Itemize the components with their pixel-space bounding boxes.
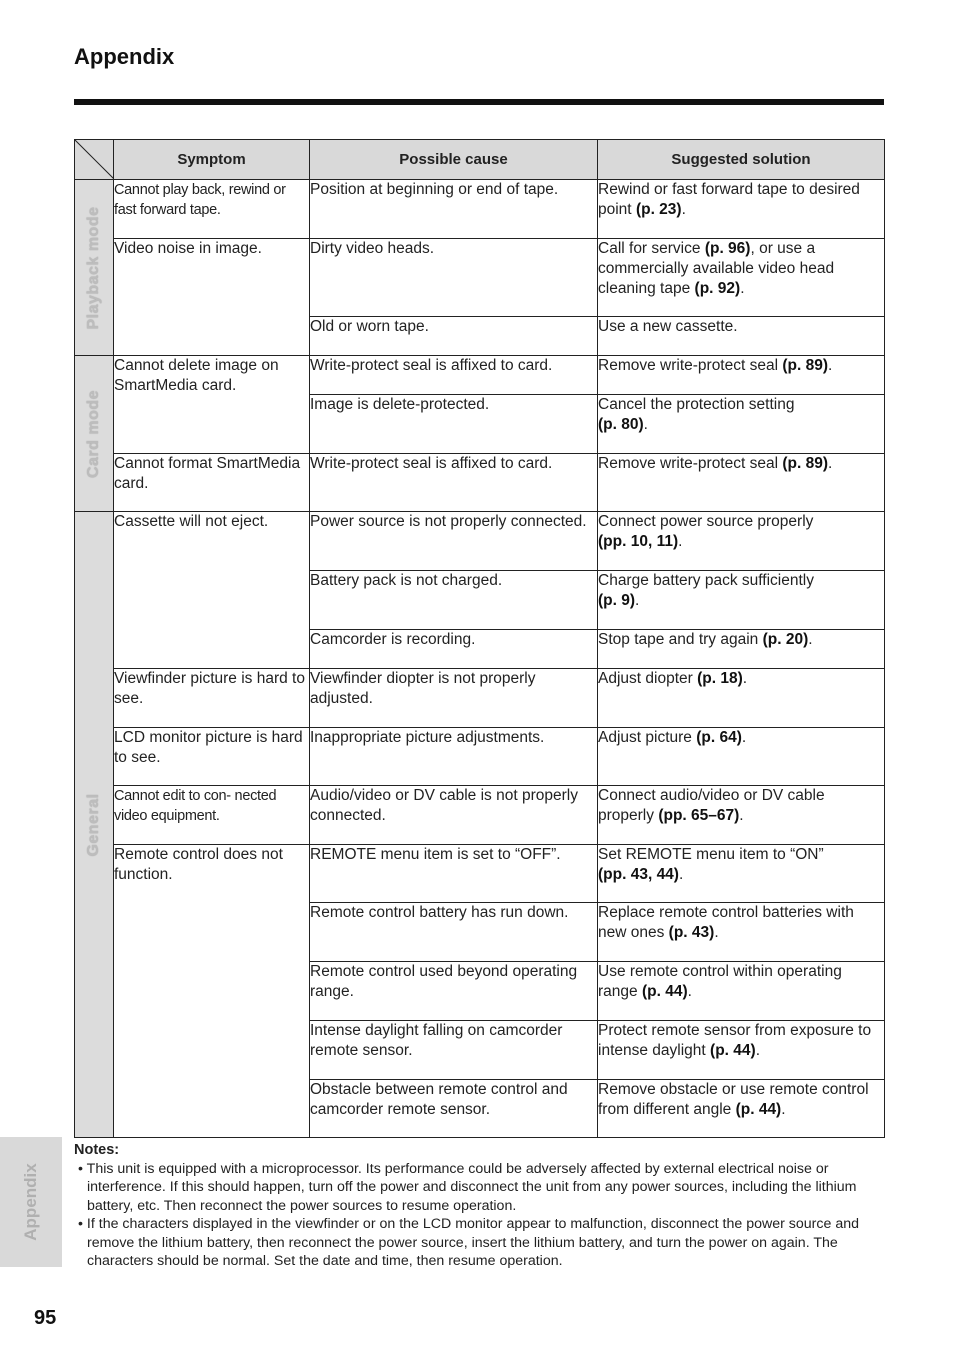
solution-cell: Rewind or fast forward tape to desired point (p. 23). [598,180,885,239]
page-number: 95 [34,1307,57,1329]
cause-cell: Camcorder is recording. [310,630,598,669]
symptom-cell: Video noise in image. [114,239,310,356]
cause-cell: Old or worn tape. [310,317,598,356]
header-possible-cause: Possible cause [310,140,598,180]
solution-cell: Protect remote sensor from exposure to intense daylight (p. 44). [598,1021,885,1080]
cause-cell: Obstacle between remote control and camcorder remote sensor. [310,1080,598,1138]
table-row [75,356,885,395]
solution-cell: Remove write-protect seal (p. 89). [598,454,885,512]
header-symptom: Symptom [114,140,310,180]
table-row [75,728,885,786]
cause-cell: Inappropriate picture adjustments. [310,728,598,786]
symptom-cell: Cassette will not eject. [114,512,310,669]
corner-diagonal [75,140,114,179]
notes-section [74,1141,890,1271]
cause-cell: Write-protect seal is affixed to card. [310,454,598,512]
category-general: General [75,512,114,1138]
cause-cell: Remote control battery has run down. [310,903,598,962]
solution-cell: Cancel the protection setting (p. 80). [598,395,885,454]
solution-cell: Adjust diopter (p. 18). [598,669,885,728]
table-row [75,512,885,571]
appendix-side-tab: Appendix [0,1137,62,1267]
symptom-cell: Cannot format SmartMedia card. [114,454,310,512]
category-playback: Playback mode [75,180,114,356]
table-row [75,239,885,317]
solution-cell: Connect power source properly (pp. 10, 11). [598,512,885,571]
header-suggested-solution: Suggested solution [598,140,885,180]
cause-cell: Image is delete-protected. [310,395,598,454]
solution-cell: Replace remote control batteries with new ones (p. 43). [598,903,885,962]
notes-title: Notes: [74,1142,120,1158]
solution-cell: Adjust picture (p. 64). [598,728,885,786]
table-row [75,786,885,845]
symptom-cell: Cannot edit to con- nected video equipment. [114,786,310,845]
symptom-cell: Remote control does not function. [114,845,310,1138]
table-row [75,669,885,728]
solution-cell: Remove write-protect seal (p. 89). [598,356,885,395]
note-item: • This unit is equipped with a microprocessor. Its performance could be adversely affected by external electrical noise or interference. If this should happen, turn off the power and disconnect the unit from any power sources, including the lithium battery, etc. Then reconnect the power sources to resume operation. [78,1160,857,1214]
table-row [75,454,885,512]
cause-cell: Audio/video or DV cable is not properly connected. [310,786,598,845]
solution-cell: Stop tape and try again (p. 20). [598,630,885,669]
symptom-cell: Viewfinder picture is hard to see. [114,669,310,728]
header-corner [75,140,114,180]
category-card: Card mode [75,356,114,512]
solution-cell: Use remote control within operating range (p. 44). [598,962,885,1021]
troubleshooting-table [74,139,885,1138]
cause-cell: Power source is not properly connected. [310,512,598,571]
solution-cell: Call for service (p. 96), or use a commercially available video head cleaning tape (p. 92). [598,239,885,317]
solution-cell: Set REMOTE menu item to “ON” (pp. 43, 44). [598,845,885,903]
table-row [75,180,885,239]
title-rule [74,99,884,105]
cause-cell: REMOTE menu item is set to “OFF”. [310,845,598,903]
symptom-cell: LCD monitor picture is hard to see. [114,728,310,786]
cause-cell: Dirty video heads. [310,239,598,317]
cause-cell: Position at beginning or end of tape. [310,180,598,239]
cause-cell: Remote control used beyond operating range. [310,962,598,1021]
note-item: • If the characters displayed in the viewfinder or on the LCD monitor appear to malfunction, disconnect the power source and remove the lithium battery, then reconnect the power source, insert the lithium battery, and turn the power on again. The characters should be normal. Set the date and time, then resume operation. [78,1216,859,1269]
solution-cell: Use a new cassette. [598,317,885,356]
cause-cell: Write-protect seal is affixed to card. [310,356,598,395]
solution-cell: Connect audio/video or DV cable properly (pp. 65–67). [598,786,885,845]
table-row [75,845,885,903]
solution-cell: Charge battery pack sufficiently (p. 9). [598,571,885,630]
page-title: Appendix [74,44,175,69]
cause-cell: Battery pack is not charged. [310,571,598,630]
symptom-cell: Cannot play back, rewind or fast forward tape. [114,180,310,239]
symptom-cell: Cannot delete image on SmartMedia card. [114,356,310,454]
solution-cell: Remove obstacle or use remote control from different angle (p. 44). [598,1080,885,1138]
cause-cell: Viewfinder diopter is not properly adjusted. [310,669,598,728]
cause-cell: Intense daylight falling on camcorder remote sensor. [310,1021,598,1080]
